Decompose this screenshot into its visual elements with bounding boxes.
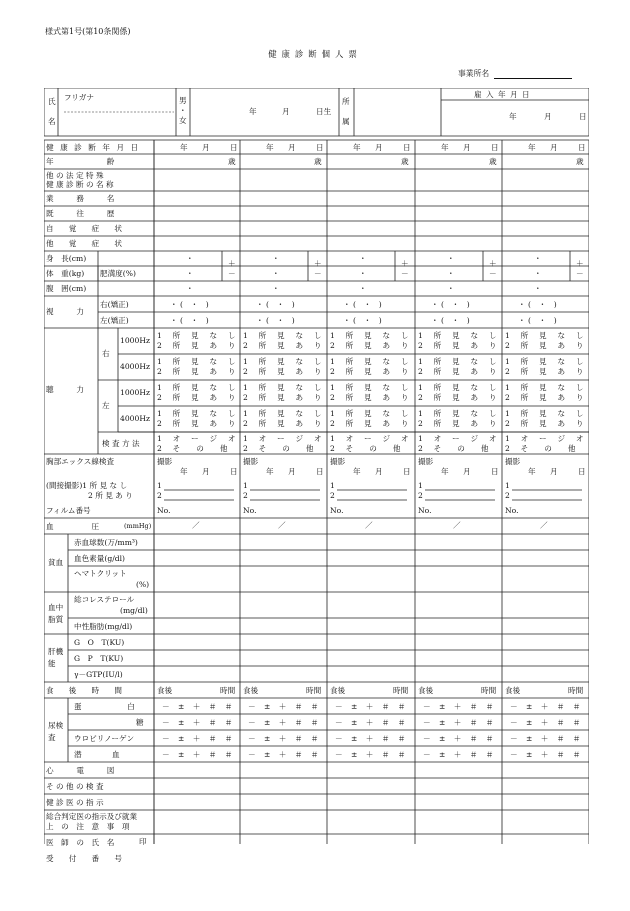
form-label: 赤血球数(万/mm³) [74,538,138,547]
form-label: ・ ( ・ ) [431,316,470,325]
form-label: 月 [550,467,558,476]
form-label: 日 [230,143,238,152]
form-label: 2 所 見 あ り [88,491,133,500]
form-label: ・ [179,106,187,115]
form-label: ／ [278,521,286,530]
form-label: 2 [243,491,248,500]
form-label: 2 所 見 あ り [243,419,326,428]
form-label: ・ ( ・ ) [343,300,382,309]
form-label: 2 [505,491,510,500]
form-label: － ± ＋ ＃ ＃ [248,734,322,743]
form-label: 4000Hz [120,414,150,423]
form-label: 4000Hz [120,362,150,371]
form-label: 1 [330,481,335,490]
form-label: G P T(KU) [74,654,124,663]
form-label: ／ [365,521,373,530]
form-label: － ± ＋ ＃ ＃ [335,702,409,711]
form-label: － ± ＋ ＃ ＃ [510,702,584,711]
form-label: 食後 [505,686,521,695]
form-label: 1 所 見 な し [243,383,326,392]
form-label: 年 [266,467,274,476]
form-label: 腹 囲(cm) [46,284,87,293]
form-label: 時間 [306,686,322,695]
form-label: ／ [453,521,461,530]
form-label: 2 所 見 あ り [418,341,501,350]
form-label: 左(矯正) [100,316,129,325]
form-label: － ± ＋ ＃ ＃ [162,718,236,727]
form-label: － ± ＋ ＃ ＃ [423,734,497,743]
form-label: 撮影 [243,457,259,466]
form-label: 年 [249,107,257,116]
form-label: 女 [179,116,187,125]
form-label: ・ ( ・ ) [431,300,470,309]
form-label: ＋ [401,259,409,268]
form-label: － [489,269,497,278]
form-label: 1 所 見 な し [505,357,588,366]
form-label: 上 の 注 意 事 項 [46,822,130,831]
form-label: 年 [528,467,536,476]
form-label: そ の 他 の 検 査 [46,782,104,791]
form-label: 1 所 見 な し [505,331,588,340]
form-label: ・ ( ・ ) [518,316,557,325]
form-label: 時間 [481,686,497,695]
form-label: 年 [509,112,517,121]
form-label: 2 所 見 あ り [157,341,240,350]
form-label: ・ [359,269,367,278]
form-label: ・ [447,254,455,263]
form-label: 心 電 図 [46,766,115,775]
form-label: 日 [316,467,324,476]
form-label: 食後 [243,686,259,695]
form-label: ・ [534,269,542,278]
form-label: 既 往 歴 [46,209,115,218]
form-label: 血 圧 [46,522,100,531]
form-label: 年 [441,467,449,476]
form-label: 撮影 [505,457,521,466]
form-label: 2 所 見 あ り [505,393,588,402]
form-label: 2 所 見 あ り [243,393,326,402]
form-label: 体 重(kg) [46,269,85,278]
form-label: 2 そ の 他 [505,444,580,453]
form-label: 胸部エックス線検査 [46,457,115,466]
form-label: － ± ＋ ＃ ＃ [510,750,584,759]
form-label: 潜 血 [74,750,120,759]
form-label: ・ ( ・ ) [170,300,209,309]
form-label: 1 オ ー ジ オ [243,434,326,443]
form-label: 時間 [393,686,409,695]
form-label: 1 所 見 な し [418,357,501,366]
form-label: 1 オ ー ジ オ [418,434,501,443]
form-label: ・ ( ・ ) [343,316,382,325]
form-label: 月 [463,143,471,152]
form-label: No. [330,506,344,515]
form-label: 身 長(cm) [46,254,87,263]
form-label: － [314,269,322,278]
form-label: 右(矯正) [100,300,129,309]
form-label: 日生 [316,107,332,116]
form-label: 年 [353,143,361,152]
form-label: ・ [186,254,194,263]
form-label: 2 所 見 あ り [418,393,501,402]
form-label: 総合判定医の指示及び就業 [46,812,138,821]
form-label: 貧血 [48,558,64,567]
form-label: 1 オ ー ジ オ [505,434,588,443]
form-label: 年 [353,467,361,476]
form-label: 雇 入 年 月 日 [474,90,531,99]
form-label: 1 所 見 な し [243,409,326,418]
form-label: 年 [266,143,274,152]
form-label: ・ [359,254,367,263]
form-label: 尿検 [48,721,64,730]
form-label: 年 齢 [46,157,115,166]
form-label: 2 所 見 あ り [330,367,413,376]
form-label: ＋ [228,259,236,268]
form-label: 撮影 [157,457,173,466]
form-label: 1 所 見 な し [418,409,501,418]
form-label: (間接撮影)1 所 見 な し [46,481,128,490]
form-label: (mg/dl) [120,606,148,615]
form-label: 名 [48,117,56,126]
form-label: フリガナ [64,93,94,102]
form-label: 糖 [136,718,144,727]
form-label: 能 [48,659,56,668]
form-label: － [401,269,409,278]
form-label: 2 [157,491,162,500]
form-label: 歳 [314,157,322,166]
form-label: ・ ( ・ ) [170,316,209,325]
form-label: － ± ＋ ＃ ＃ [162,750,236,759]
form-label: － [576,269,584,278]
form-label: 肝機 [48,647,64,656]
form-label: 1 所 見 な し [418,331,501,340]
form-label: － ± ＋ ＃ ＃ [162,702,236,711]
form-label: 歳 [401,157,409,166]
form-label: 1 所 見 な し [157,409,240,418]
form-label: (%) [136,580,150,589]
form-label: 1 所 見 な し [330,383,413,392]
form-label: 2 所 見 あ り [505,341,588,350]
form-label: ・ [447,284,455,293]
form-label: 日 [579,112,587,121]
form-label: － ± ＋ ＃ ＃ [423,718,497,727]
form-label: 1 所 見 な し [330,357,413,366]
form-label: 2 所 見 あ り [330,393,413,402]
form-label: 業 務 名 [46,194,115,203]
form-label: 1 所 見 な し [330,331,413,340]
form-label: 1 所 見 な し [330,409,413,418]
form-label: 他 の 法 定 特 殊 [46,171,104,180]
form-label: 1000Hz [120,388,150,397]
form-label: 2 そ の 他 [418,444,493,453]
seal-mark: 印 [139,837,147,846]
form-label: － [228,269,236,278]
form-label: 歳 [228,157,236,166]
form-label: 食後 [330,686,346,695]
form-label: 健 診 医 の 指 示 [46,798,104,807]
form-label: No. [418,506,432,515]
form-label: ・ [359,284,367,293]
form-label: 月 [375,143,383,152]
form-label: 1 所 見 な し [418,383,501,392]
form-label: 歳 [576,157,584,166]
form-label: 日 [316,143,324,152]
form-label: ・ [272,254,280,263]
form-label: 2 所 見 あ り [157,419,240,428]
form-label: ・ [186,284,194,293]
form-label: 2 [330,491,335,500]
form-label: 年 [180,143,188,152]
form-label: 月 [544,112,552,121]
form-label: 撮影 [418,457,434,466]
form-label: 総コレステロール [74,595,135,604]
form-label: 2 所 見 あ り [330,419,413,428]
form-label: 食後 [418,686,434,695]
form-label: 蛋 白 [74,702,135,711]
form-label: － ± ＋ ＃ ＃ [335,750,409,759]
form-label: 月 [202,467,210,476]
form-label: 自 覚 症 状 [46,224,122,233]
form-label: 1 オ ー ジ オ [330,434,413,443]
form-label: 日 [578,143,586,152]
form-label: － ± ＋ ＃ ＃ [510,718,584,727]
form-number: 様式第1号(第10条関係) [45,27,131,36]
form-label: 2 そ の 他 [243,444,318,453]
form-label: 日 [491,143,499,152]
form-label: ・ [272,269,280,278]
form-label: 血色素量(g/dl) [74,554,126,563]
form-label: 日 [403,143,411,152]
form-label: 月 [288,143,296,152]
form-label: 健康診断年月日 [46,143,145,152]
form-label: ／ [540,521,548,530]
form-label: 1 所 見 な し [505,383,588,392]
form-label: － ± ＋ ＃ ＃ [510,734,584,743]
form-label: － ± ＋ ＃ ＃ [423,750,497,759]
form-label: 1 所 見 な し [505,409,588,418]
form-label: 2 所 見 あ り [157,367,240,376]
form-label: 月 [282,107,290,116]
form-label: ウロビリノーゲン [74,734,135,743]
form-label: No. [243,506,257,515]
form-label: 1000Hz [120,336,150,345]
form-label: 食後 [157,686,173,695]
form-label: ・ [186,269,194,278]
form-label: － ± ＋ ＃ ＃ [248,718,322,727]
form-label: 2 所 見 あ り [243,341,326,350]
form-label: － ± ＋ ＃ ＃ [162,734,236,743]
office-label: 事業所名 [458,69,490,78]
form-label: G O T(KU) [74,638,125,647]
form-label: ＋ [489,259,497,268]
form-label: － ± ＋ ＃ ＃ [335,734,409,743]
form-label: 2 所 見 あ り [157,393,240,402]
form-label: 年 [528,143,536,152]
form-label: 年 [180,467,188,476]
form-label: 所 [342,97,350,106]
form-label: 右 [102,349,110,358]
form-label: ヘマトクリット [74,569,127,578]
form-grid [44,88,589,844]
form-label: 日 [491,467,499,476]
form-label: 2 所 見 あ り [505,367,588,376]
form-label: ＋ [576,259,584,268]
form-label: 2 そ の 他 [157,444,232,453]
form-label: フィルム番号 [46,506,91,515]
form-label: － ± ＋ ＃ ＃ [423,702,497,711]
form-label: 血中 [48,603,64,612]
form-label: 1 所 見 な し [157,383,240,392]
form-label: No. [505,506,519,515]
form-label: 歳 [489,157,497,166]
form-label: 2 そ の 他 [330,444,405,453]
form-label: 2 所 見 あ り [505,419,588,428]
form-label: 食 後 時 間 [46,686,122,695]
form-label: ・ ( ・ ) [256,316,295,325]
form-label: 男 [179,96,187,105]
form-label: 月 [550,143,558,152]
form-label: 日 [578,467,586,476]
form-label: 1 所 見 な し [243,357,326,366]
form-label: ／ [192,521,200,530]
form-label: 中性脂肪(mg/dl) [74,622,133,631]
form-label: 月 [463,467,471,476]
form-label: ・ [534,254,542,263]
form-label: 2 所 見 あ り [330,341,413,350]
form-label: 健 康 診 断 の 名 称 [46,180,114,189]
grid-lines [44,88,589,844]
form-label: 聴 力 [46,385,84,394]
form-label: 撮影 [330,457,346,466]
form-label: 月 [202,143,210,152]
form-label: 属 [342,117,350,126]
form-label: 1 [243,481,248,490]
form-label: No. [157,506,171,515]
form-label: － ± ＋ ＃ ＃ [248,750,322,759]
form-label: ・ [534,284,542,293]
form-label: (mmHg) [124,522,152,530]
office-field[interactable] [494,78,572,79]
form-label: 視 力 [46,307,84,316]
form-label: － ± ＋ ＃ ＃ [335,718,409,727]
form-label: 月 [375,467,383,476]
form-label: γ－GTP(IU/l) [74,670,123,679]
form-label: 1 所 見 な し [157,331,240,340]
form-label: 時間 [220,686,236,695]
form-label: 2 所 見 あ り [418,367,501,376]
form-label: ・ [447,269,455,278]
form-label: 肥満度(%) [100,269,136,278]
form-label: 2 所 見 あ り [243,367,326,376]
form-label: 月 [288,467,296,476]
form-label: ・ ( ・ ) [518,300,557,309]
form-label: 1 [418,481,423,490]
form-label: 脂質 [48,615,64,624]
form-label: 査 [48,733,56,742]
form-label: ・ [272,284,280,293]
form-label: 受 付 番 号 [46,854,122,863]
form-label: 日 [403,467,411,476]
form-label: 2 [418,491,423,500]
form-label: 2 所 見 あ り [418,419,501,428]
form-label: 年 [441,143,449,152]
form-label: 医 師 の 氏 名 [46,838,115,847]
form-label: 1 [505,481,510,490]
form-label: 1 所 見 な し [243,331,326,340]
form-title: 健康診断個人票 [268,49,362,59]
form-label: 日 [230,467,238,476]
form-label: 左 [102,401,110,410]
form-label: 氏 [48,97,56,106]
form-label: ＋ [314,259,322,268]
form-label: 他 覚 症 状 [46,239,122,248]
form-label: 1 所 見 な し [157,357,240,366]
form-label: 1 オ ー ジ オ [157,434,240,443]
form-label: 時間 [568,686,584,695]
form-label: ・ ( ・ ) [256,300,295,309]
form-label: － ± ＋ ＃ ＃ [248,702,322,711]
form-label: 1 [157,481,162,490]
form-label: 検 査 方 法 [102,439,140,448]
